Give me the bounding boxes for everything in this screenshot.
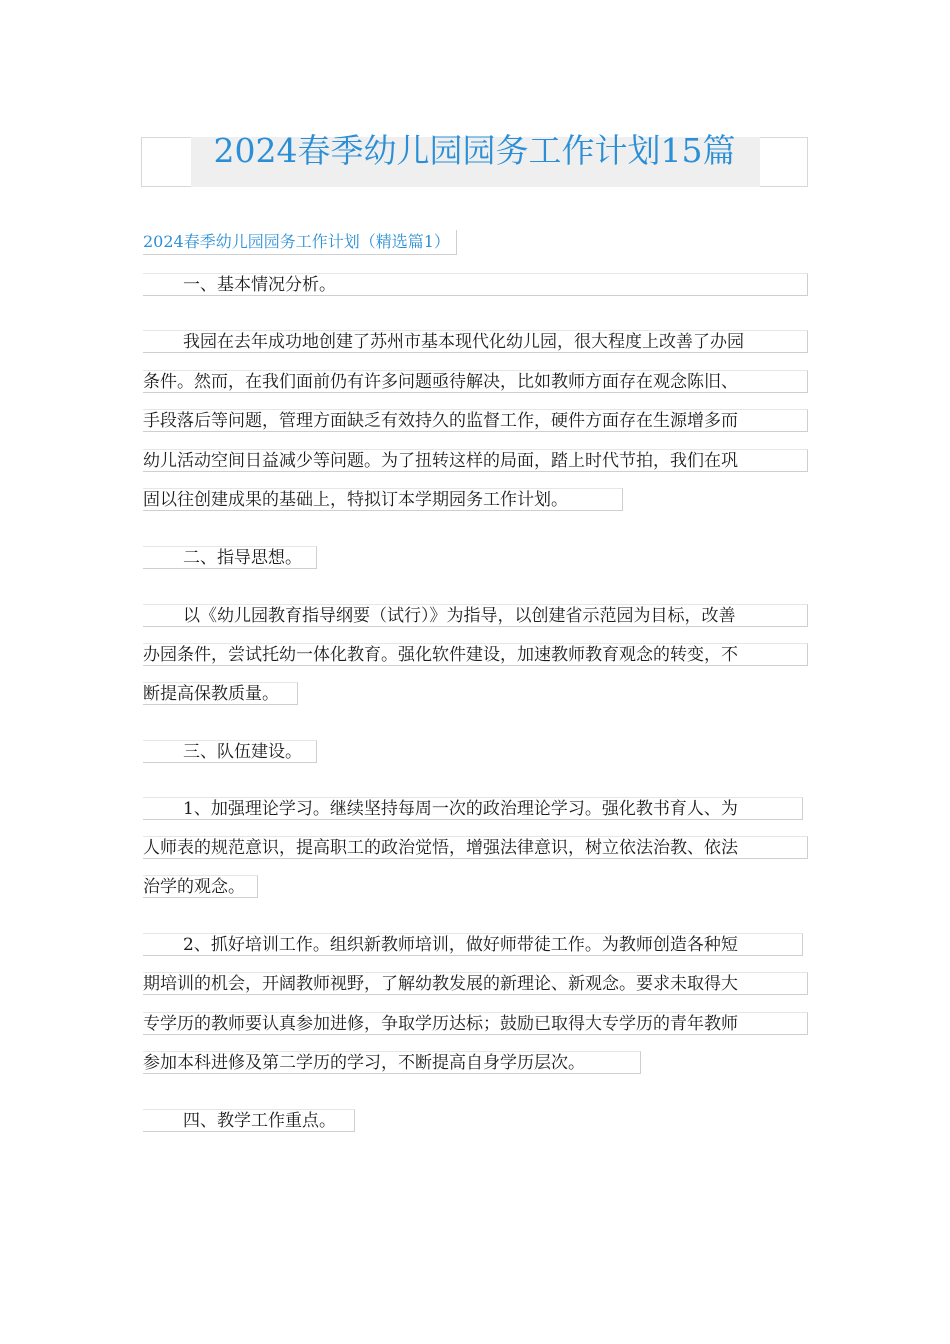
section-subtitle: 2024春季幼儿园园务工作计划（精选篇1） xyxy=(143,230,457,255)
heading-guiding-ideology: 二、指导思想。 xyxy=(143,546,317,569)
paragraph-line: 2、抓好培训工作。组织新教师培训，做好师带徒工作。为教师创造各种短 xyxy=(143,933,803,956)
paragraph-line: 手段落后等问题，管理方面缺乏有效持久的监督工作，硬件方面存在生源增多而 xyxy=(143,409,808,432)
paragraph-line: 断提高保教质量。 xyxy=(143,682,298,705)
paragraph-line: 参加本科进修及第二学历的学习，不断提高自身学历层次。 xyxy=(143,1051,641,1074)
document-title: 2024春季幼儿园园务工作计划15篇 xyxy=(213,131,736,170)
paragraph-line: 期培训的机会，开阔教师视野，了解幼教发展的新理论、新观念。要求未取得大 xyxy=(143,972,808,995)
heading-team-building: 三、队伍建设。 xyxy=(143,740,317,763)
heading-teaching-focus: 四、教学工作重点。 xyxy=(143,1109,355,1132)
paragraph-line: 条件。然而，在我们面前仍有许多问题亟待解决，比如教师方面存在观念陈旧、 xyxy=(143,370,808,393)
paragraph-line: 1、加强理论学习。继续坚持每周一次的政治理论学习。强化教书育人、为 xyxy=(143,797,803,820)
heading-basic-analysis: 一、基本情况分析。 xyxy=(143,273,808,296)
paragraph-line: 办园条件，尝试托幼一体化教育。强化软件建设，加速教师教育观念的转变，不 xyxy=(143,643,808,666)
paragraph-line: 以《幼儿园教育指导纲要（试行）》为指导，以创建省示范园为目标，改善 xyxy=(143,604,808,627)
paragraph-line: 专学历的教师要认真参加进修，争取学历达标；鼓励已取得大专学历的青年教师 xyxy=(143,1012,808,1035)
paragraph-line: 固以往创建成果的基础上，特拟订本学期园务工作计划。 xyxy=(143,488,623,511)
paragraph-line: 治学的观念。 xyxy=(143,875,258,898)
paragraph-line: 人师表的规范意识，提高职工的政治觉悟，增强法律意识，树立依法治教、依法 xyxy=(143,836,808,859)
paragraph-line: 我园在去年成功地创建了苏州市基本现代化幼儿园，很大程度上改善了办园 xyxy=(143,330,808,353)
paragraph-line: 幼儿活动空间日益减少等问题。为了扭转这样的局面，踏上时代节拍，我们在巩 xyxy=(143,449,808,472)
